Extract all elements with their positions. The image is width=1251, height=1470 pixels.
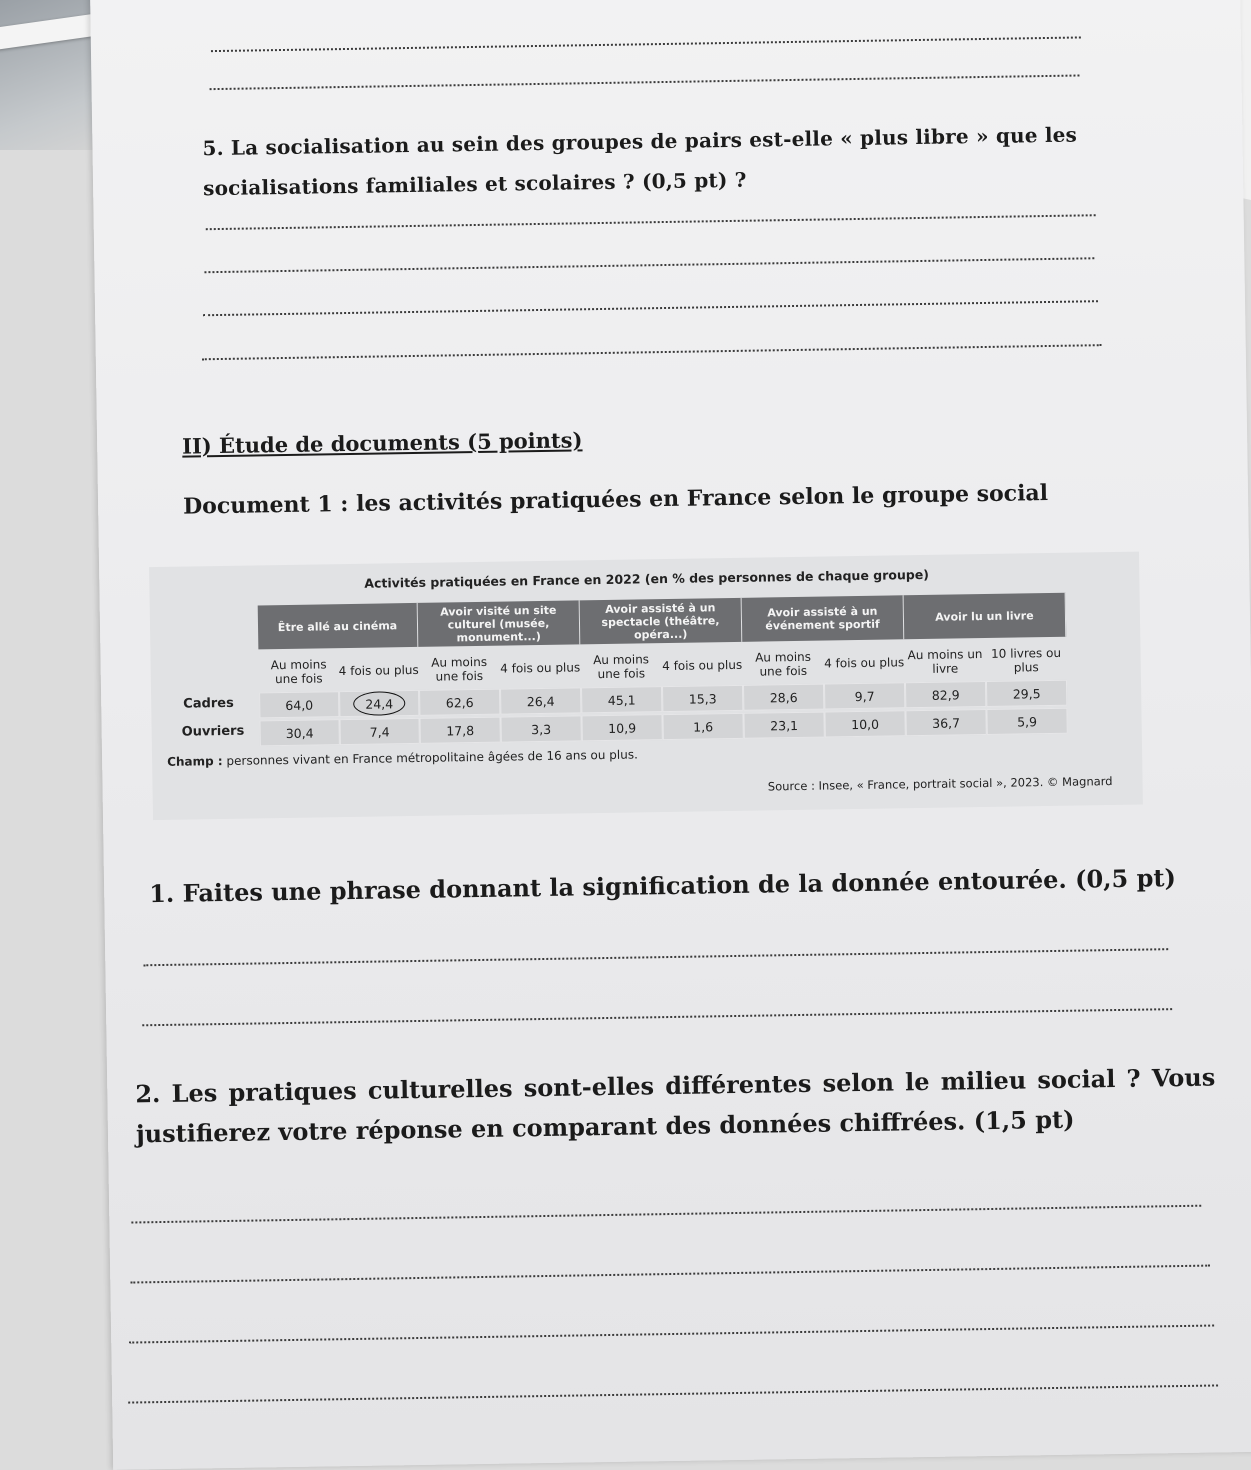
table-cell: 15,3 <box>662 685 743 712</box>
table-cell-circled <box>339 690 419 717</box>
document-table-figure <box>149 552 1143 821</box>
table-cell: 23,1 <box>743 712 824 739</box>
table-cell: 7,4 <box>339 718 419 745</box>
table-cell: 10,0 <box>824 710 905 737</box>
column-header-site-culturel: Avoir visité un site culturel (musée, monument...) <box>418 600 581 647</box>
answer-line <box>129 1325 1214 1344</box>
scope-text: personnes vivant en France métropolitaine âgées de 16 ans ou plus. <box>222 747 638 769</box>
table-cell: 9,7 <box>824 682 905 709</box>
document-title: Document 1 : les activités pratiquées en France selon le groupe social <box>182 480 1049 520</box>
table-scope-note <box>167 747 638 768</box>
table-cell: 30,4 <box>259 719 339 746</box>
answer-line <box>210 74 1080 90</box>
answer-line <box>143 948 1168 966</box>
answer-line <box>204 257 1094 273</box>
table-cell: 36,7 <box>905 709 986 736</box>
table-cell: 62,6 <box>419 689 500 716</box>
table-cell: 82,9 <box>905 681 986 708</box>
subheader: Au moins une fois <box>431 654 488 684</box>
table-cell: 10,9 <box>581 714 662 741</box>
table-cell: 26,4 <box>500 687 581 714</box>
worksheet-page <box>90 0 1251 1470</box>
scope-label: Champ : <box>167 754 223 769</box>
column-header-cinema: Être allé au cinéma <box>258 603 419 650</box>
answer-line <box>202 344 1102 360</box>
row-label-cadres: Cadres <box>183 695 234 712</box>
question-5: 5. La socialisation au sein des groupes de pairs est-elle « plus libre » que les socialisations familiales et scolaires ? (0,5 pt) ? <box>202 122 1078 201</box>
table-cell: 17,8 <box>419 717 500 744</box>
answer-line <box>130 1265 1210 1284</box>
table-cell: 3,3 <box>500 715 581 742</box>
answer-line <box>206 214 1096 230</box>
answer-line <box>131 1205 1201 1224</box>
table-cell: 28,6 <box>743 684 824 711</box>
table-cell: 45,1 <box>581 686 662 713</box>
section-title: II) Étude de documents (5 points) <box>181 427 583 459</box>
subheader: Au moins une fois <box>755 649 812 679</box>
table-cell: 29,5 <box>986 680 1067 707</box>
subheader: 4 fois ou plus <box>824 655 905 671</box>
column-header-livre: Avoir lu un livre <box>904 593 1067 640</box>
question-1: 1. Faites une phrase donnant la signification de la donnée entourée. (0,5 pt) <box>148 863 1177 909</box>
table-cell: 5,9 <box>986 708 1067 735</box>
answer-line <box>203 300 1098 316</box>
table-cell: 1,6 <box>662 713 743 740</box>
subheader: Au moins un livre <box>907 647 983 676</box>
subheader: 4 fois ou plus <box>662 657 743 674</box>
question-2: 2. Les pratiques culturelles sont-elles différentes selon le milieu social ? Vous justifierez votre réponse en comparant des données chiffrées. (1,5 pt) <box>135 1062 1216 1149</box>
answer-line <box>128 1384 1218 1403</box>
table-cell: 64,0 <box>259 691 339 718</box>
table-source: Source : Insee, « France, portrait social », 2023. © Magnard <box>767 774 1113 794</box>
row-label-ouvriers: Ouvriers <box>181 723 245 740</box>
subheader: 10 livres ou plus <box>990 645 1062 675</box>
subheader: Au moins une fois <box>593 652 650 682</box>
column-header-spectacle: Avoir assisté à un spectacle (théâtre, opéra...) <box>580 598 743 645</box>
circled-value: 24,4 <box>353 691 405 716</box>
subheader: 4 fois ou plus <box>338 662 419 679</box>
subheader: 4 fois ou plus <box>500 660 581 676</box>
answer-line <box>142 1008 1172 1026</box>
answer-line <box>211 36 1081 52</box>
subheader: Au moins une fois <box>270 657 327 687</box>
table-title: Activités pratiquées en France en 2022 (en % des personnes de chaque groupe) <box>364 566 930 591</box>
column-header-evenement-sportif: Avoir assisté à un événement sportif <box>742 595 905 642</box>
